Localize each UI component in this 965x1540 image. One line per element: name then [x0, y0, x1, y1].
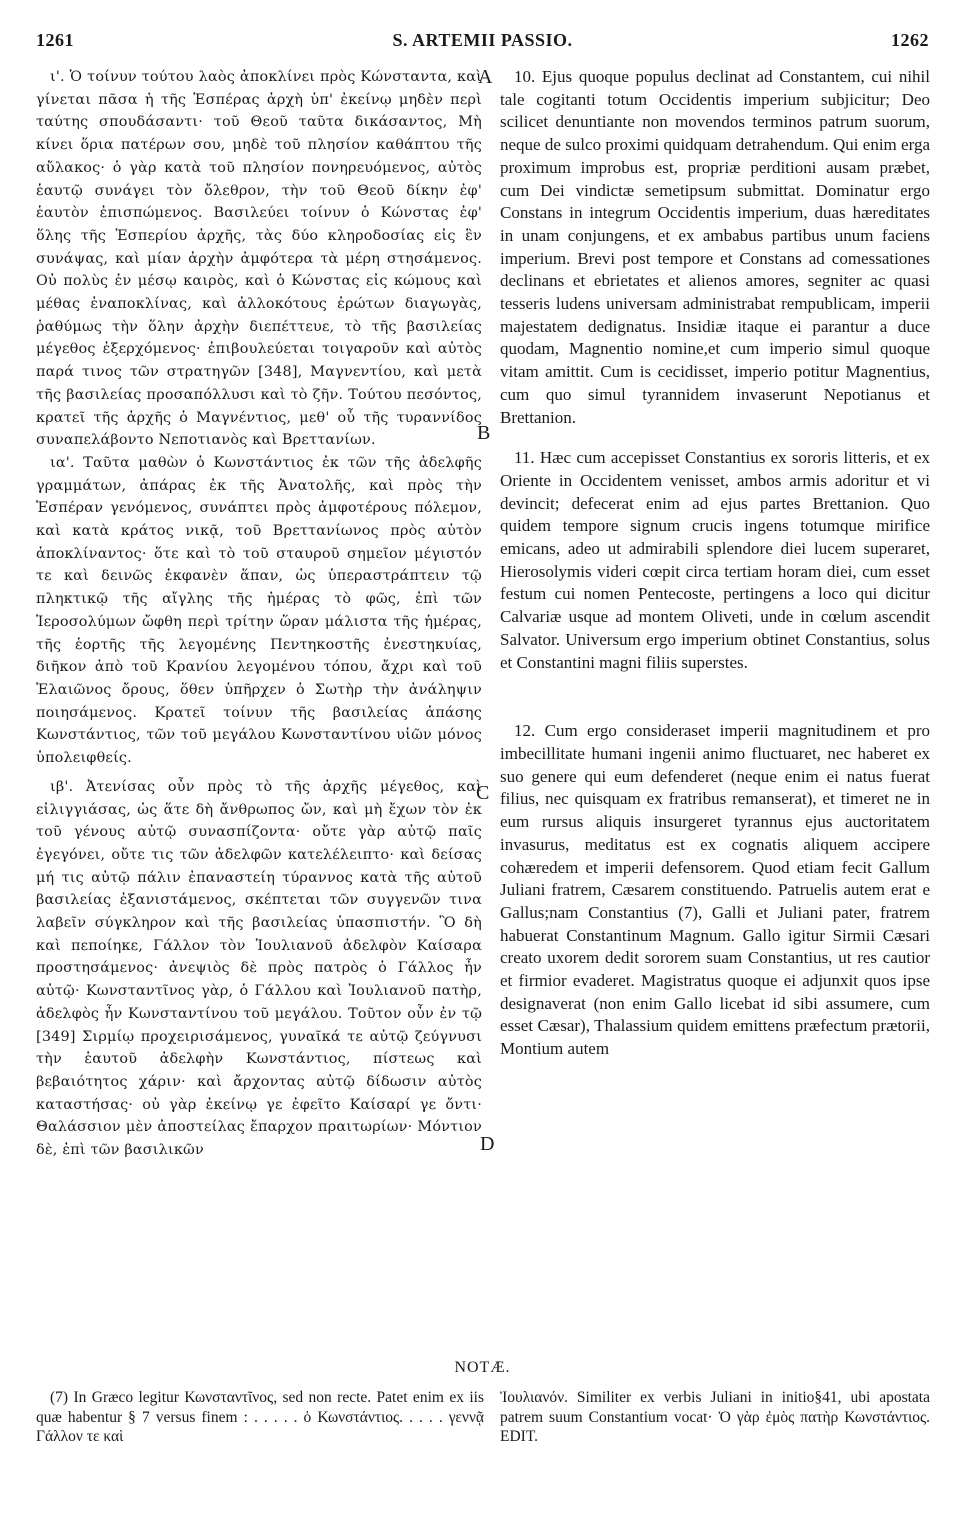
greek-section-11: ια'. Ταῦτα μαθὼν ὁ Κωνστάντιος ἐκ τῶν τῆς ἀδελφῆς γραμμάτων, ἀπάρας ἐκ τῆς Ἀνατολῆς, καὶ πρὸς τὴν Ἑσπέραν γενόμενος, συνάπτει πρὸς ἀμφοτέρους πόλεμον, καὶ κατὰ κράτος νικᾷ, τοῦ Βρεττανίωνος πρὸς αὐτὸν ἀποκλίναντος· ὅτε καὶ τὸ τοῦ σταυροῦ σημεῖον μέγιστόν τε καὶ δεινῶς ἐκφανὲν ἅπαν, ὡς ὑπεραστράπτειν τῷ πληκτικῷ τῆς αἴγλης τῆς ἡμέρας τὸ φῶς, ἐπὶ τῶν Ἱεροσολύμων ὤφθη περὶ τρίτην ὥραν μάλιστα τῆς ἡμέρας, τῆς ἑορτῆς τῆς λεγομένης Πεντηκοστῆς ἐνεστηκυίας, διῆκον ἀπὸ τοῦ Κρανίου λεγομένου τόπου, ἄχρι καὶ τοῦ Ἐλαιῶνος ὄρους, ὅθεν ὑπῆρχεν ὁ Σωτὴρ τὴν ἀνάληψιν ποιησάμενος. Κρατεῖ τοίνυν τῆς βασιλείας ἁπάσης Κωνστάντιος, τῶν τοῦ μεγάλου Κωνσταντίνου υἱῶν μόνος ὑπολειφθείς. — [36, 454, 482, 767]
page-number-right: 1262 — [891, 30, 929, 50]
margin-marker-d: D — [480, 1133, 495, 1155]
footnote-right — [500, 1388, 930, 1447]
footnote-7-continued: Ἰουλιανόν. Similiter ex verbis Juliani in initio§41, ubi apostata patrem suum Constantium vocat· Ὁ γὰρ ἐμὸς πατὴρ Κωνστάντιος. EDIT. — [500, 1389, 930, 1445]
greek-section-10: ι'. Ὁ τοίνυν τούτου λαὸς ἀποκλίνει πρὸς Κώνσταντα, καὶ γίνεται πᾶσα ἡ τῆς Ἑσπέρας ἀρχὴ ὑπ' ἐκείνῳ μηδὲν περὶ ταύτης σπουδάσαντι· τοῦ Θεοῦ ταῦτα δικάσαντος, Μὴ κίνει ὅρια πατέρων σου, μηδὲ τοῦ πλησίον καθάπτου τῆς αὔλακος· ὁ γὰρ κατὰ τοῦ πλησίον πονηρευόμενος, αὐτὸς ἑαυτῷ συνάγει τὸν ὄλεθρον, τὴν τοῦ Θεοῦ δίκην ἐφ' ἑαυτὸν ἐπισπώμενος. Βασιλεύει τοίνυν ὁ Κώνστας ἐφ' ὅλης τῆς Ἑσπερίου ἀρχῆς, τὰς δύο κληροδοσίας εἰς ἓν συνάψας, καὶ μίαν ἀρχὴν ἀμφότερα τὰ μέρη στησάμενος. Οὐ πολὺς ἐν μέσῳ καιρὸς, καὶ ὁ Κώνστας εἰς κώμους καὶ μέθας ἐναποκλίνας, καὶ ἀλλοκότους ἐρώτων διαγωγὰς, ῥαθύμως τὴν ὅλην ἀρχὴν διεπέττευε, τὸ τῆς βασιλείας μέγεθος ἐξερχόμενος· ἐπιβουλεύεται τοιγαροῦν καὶ αὐτὸς παρά τινος τῶν στρατηγῶν [348], Μαγνεντίου, καὶ μετὰ τῆς βασιλείας προσαπόλλυσι καὶ τὸ ζῆν. Τούτου πεσόντος, κρατεῖ τῆς ἀρχῆς ὁ Μαγνέντιος, μεθ' οὗ τῆς τυραννίδος συναπελάβοντο Νεποτιανὸς καὶ Βρεττανίων. — [36, 69, 482, 449]
latin-section-12: 12. Cum ergo consideraset imperii magnitudinem et pro imbecillitate humani ingenii animo fluctuaret, nec haberet ex suo genere qui eum defenderet (neque enim ei natus fuerat filius, nec quisquam ex fratribus remanserat), et timeret ne in eum rursus aliquis insurgeret tyrannus ejus auctoritatem invasurus, meditatus est ex cognatis aliquem accipere cohæredem et imperii defensorem. Quod etiam fecit Gallum Juliani fratrem, Cæsarem constituendo. Patruelis autem erat e Gallus;nam Constantius (7), Galli et Juliani pater, fratrem habuerat Constantinum Magnum. Gallo igitur Sirmii Cæsari creato uxorem dedit sororem suam Constantius, ut res cautior et firmior evaderet. Magistratus quoque ei adjunxit quos ipse designaverat (non enim Gallo licebat id sibi assumere, cum esset Cæsar), Thalassium quidem emittens præfectum prætorii, Montium autem — [500, 721, 930, 1059]
running-title: S. ARTEMII PASSIO. — [392, 30, 573, 50]
greek-column — [36, 66, 482, 1162]
greek-section-12: ιβ'. Ἀτενίσας οὖν πρὸς τὸ τῆς ἀρχῆς μέγεθος, καὶ εἰλιγγιάσας, ὡς ἅτε δὴ ἄνθρωπος ὤν, καὶ μὴ ἔχων τὸν ἐκ τοῦ γένους αὐτῷ συνασπίζοντα· οὔτε γὰρ αὐτῷ παῖς ἐγεγόνει, οὔτε τις τῶν ἀδελφῶν κατελέλειπτο· καὶ δείσας μή τις αὐτῷ πάλιν ἐπαναστείη τύραννος κατὰ τῆς αὐτοῦ βασιλείας ἐξανιστάμενος, σκέπτεται τῶν συγγενῶν τινα λαβεῖν σύγκληρον καὶ τῆς βασιλείας ὑπασπιστήν. Ὃ δὴ καὶ πεποίηκε, Γάλλον τὸν Ἰουλιανοῦ ἀδελφὸν Καίσαρα προστησάμενος· ἀνεψιὸς δὲ πρὸς πατρὸς ὁ Γάλλος ἦν αὐτῷ· Κωνσταντῖνος γὰρ, ὁ Γάλλου καὶ Ἰουλιανοῦ πατὴρ, ἀδελφὸς ἦν Κωνσταντίνου τοῦ μεγάλου. Τοῦτον οὖν ἐν τῷ [349] Σιρμίῳ προχειρισάμενος, γυναῖκά τε αὐτῷ ζεύγνυσι τὴν ἑαυτοῦ ἀδελφὴν Κωνστάντιος, πίστεως καὶ βεβαιότητος χάριν· καὶ ἄρχοντας αὐτῷ δίδωσιν αὐτὸς καταστήσας· οὐ γὰρ ἐκείνῳ γε ἐφεῖτο Καίσαρί γε ὄντι· Θαλάσσιον μὲν ἀποστείλας ἔπαρχον πραιτωρίων· Μόντιον δὲ, ἐπὶ τῶν βασιλικῶν — [36, 778, 482, 1159]
margin-marker-c: C — [476, 782, 490, 804]
latin-column — [500, 66, 930, 1061]
latin-section-10: 10. Ejus quoque populus declinat ad Constantem, cui nihil tale cogitanti totum Occidentis imperium subjicitur; Deo scilicet denuntiante non movendos terminos patrum suorum, neque de sulco proximi quidquam detrahendum. Qui enim erga proximum improbus est, propriæ perditioni ausam præbet, cum Dei vindictæ semetipsum submittat. Dominatur ergo Constans in integrum Occidentis imperium, duas hæreditates in unam conjungens, et ex ambabus partibus unum faciens imperium. Brevi post tempore et Constans ad comessationes declinans et ebrietates et alienos amores, segniter ac quasi tesseris ludens universam administrabat rempublicam, imperii majestatem dedignatus. Insidiæ itaque ei parantur a duce quodam, Magnentio nomine,et cum imperio simul quoque vitam amittit. Cum is cecidisset, imperio potitur Magnentius, cum quo simul tyrannidem invaserunt Nepotianus et Brettanion. — [500, 67, 930, 427]
margin-marker-b: B — [477, 422, 491, 444]
margin-marker-a: A — [478, 66, 493, 88]
latin-section-11: 11. Hæc cum accepisset Constantius ex sororis litteris, et ex Oriente in Occidentem venisset, ambos armis adoritur et vi devincit; defecerat enim ad ejus partes Brettanion. Quo quidem tempore signum crucis ingens totumque mirifice emicans, adeo ut admirabili splendore diei lucem superaret, Hierosolymis videri cœpit circa tertiam horam diei, cum esset festum cui nomen Pentecoste, pertingens a loco qui dicitur Calvariæ usque ad montem Oliveti, unde in cœlum ascendit Salvator. Universum ergo imperium obtinet Constantius, solus et Constantini magni filiis superstes. — [500, 448, 930, 672]
footnote-7: (7) In Græco legitur Κωνσταντῖνος, sed non recte. Patet enim ex iis quæ habentur § 7 versus finem : . . . . . ὁ Κωνστάντιος. . . . . γεννᾷ Γάλλον τε καὶ — [36, 1389, 484, 1445]
footnote-left — [36, 1388, 484, 1447]
notes-heading: NOTÆ. — [454, 1359, 511, 1376]
running-header — [0, 30, 965, 60]
page-number-left: 1261 — [36, 30, 74, 50]
